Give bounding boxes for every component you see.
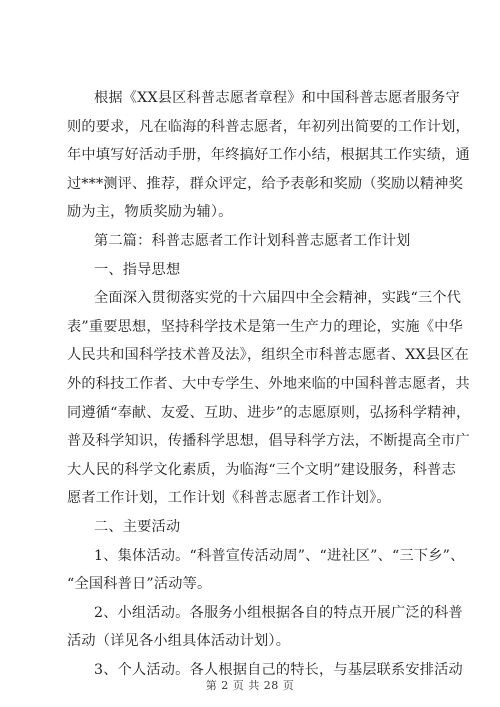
subsection-heading: 一、指导思想 xyxy=(94,261,181,278)
paragraph-line: 人民共和国科学技术普及法》，组织全市科普志愿者、XX县区在 xyxy=(67,347,469,364)
paragraph-line: 年中填写好活动手册，年终搞好工作小结，根据其工作实绩，通 xyxy=(67,147,470,164)
paragraph-line: 同遵循“奉献、友爱、互助、进步”的志愿原则，弘扬科学精神， xyxy=(67,404,471,421)
paragraph-line: 励为主，物质奖励为辅）。 xyxy=(67,204,233,221)
paragraph-line: 外的科技工作者、大中专学生、外地来临的中国科普志愿者，共 xyxy=(67,376,470,392)
page-number-footer: 第 2 页 共 28 页 xyxy=(205,679,295,692)
paragraph-line: 愿者工作计划，工作计划《科普志愿者工作计划》。 xyxy=(67,490,391,507)
paragraph-line: 大人民的科学文化素质，为临海“三个文明”建设服务，科普志 xyxy=(67,461,456,478)
paragraph-line: 全面深入贯彻落实党的十六届四中全会精神，实践“三个代 xyxy=(94,290,462,307)
paragraph-line: 3、个人活动。各人根据自己的特长，与基层联系安排活动 xyxy=(94,662,463,678)
paragraph-line: 表”重要思想，坚持科学技术是第一生产力的理论，实施《中华 xyxy=(67,318,463,335)
paragraph-line: “全国科普日”活动等。 xyxy=(67,576,212,593)
section-heading: 第二篇：科普志愿者工作计划科普志愿者工作计划 xyxy=(94,233,411,249)
paragraph-line: 1、集体活动。“科普宣传活动周”、“进社区”、“三下乡”、 xyxy=(94,547,465,564)
paragraph-line: 普及科学知识，传播科学思想，倡导科学方法，不断提高全市广 xyxy=(67,433,470,450)
subsection-heading: 二、主要活动 xyxy=(94,519,181,535)
paragraph-line: 根据《XX县区科普志愿者章程》和中国科普志愿者服务守 xyxy=(94,90,460,106)
paragraph-line: 则的要求，凡在临海的科普志愿者，年初列出简要的工作计划， xyxy=(67,118,470,135)
paragraph-line: 2、小组活动。各服务小组根据各自的特点开展广泛的科普 xyxy=(94,604,463,621)
paragraph-line: 过***测评、推荐，群众评定，给予表彰和奖励（奖励以精神奖 xyxy=(67,175,463,192)
paragraph-line: 活动（详见各小组具体活动计划）。 xyxy=(67,633,291,650)
